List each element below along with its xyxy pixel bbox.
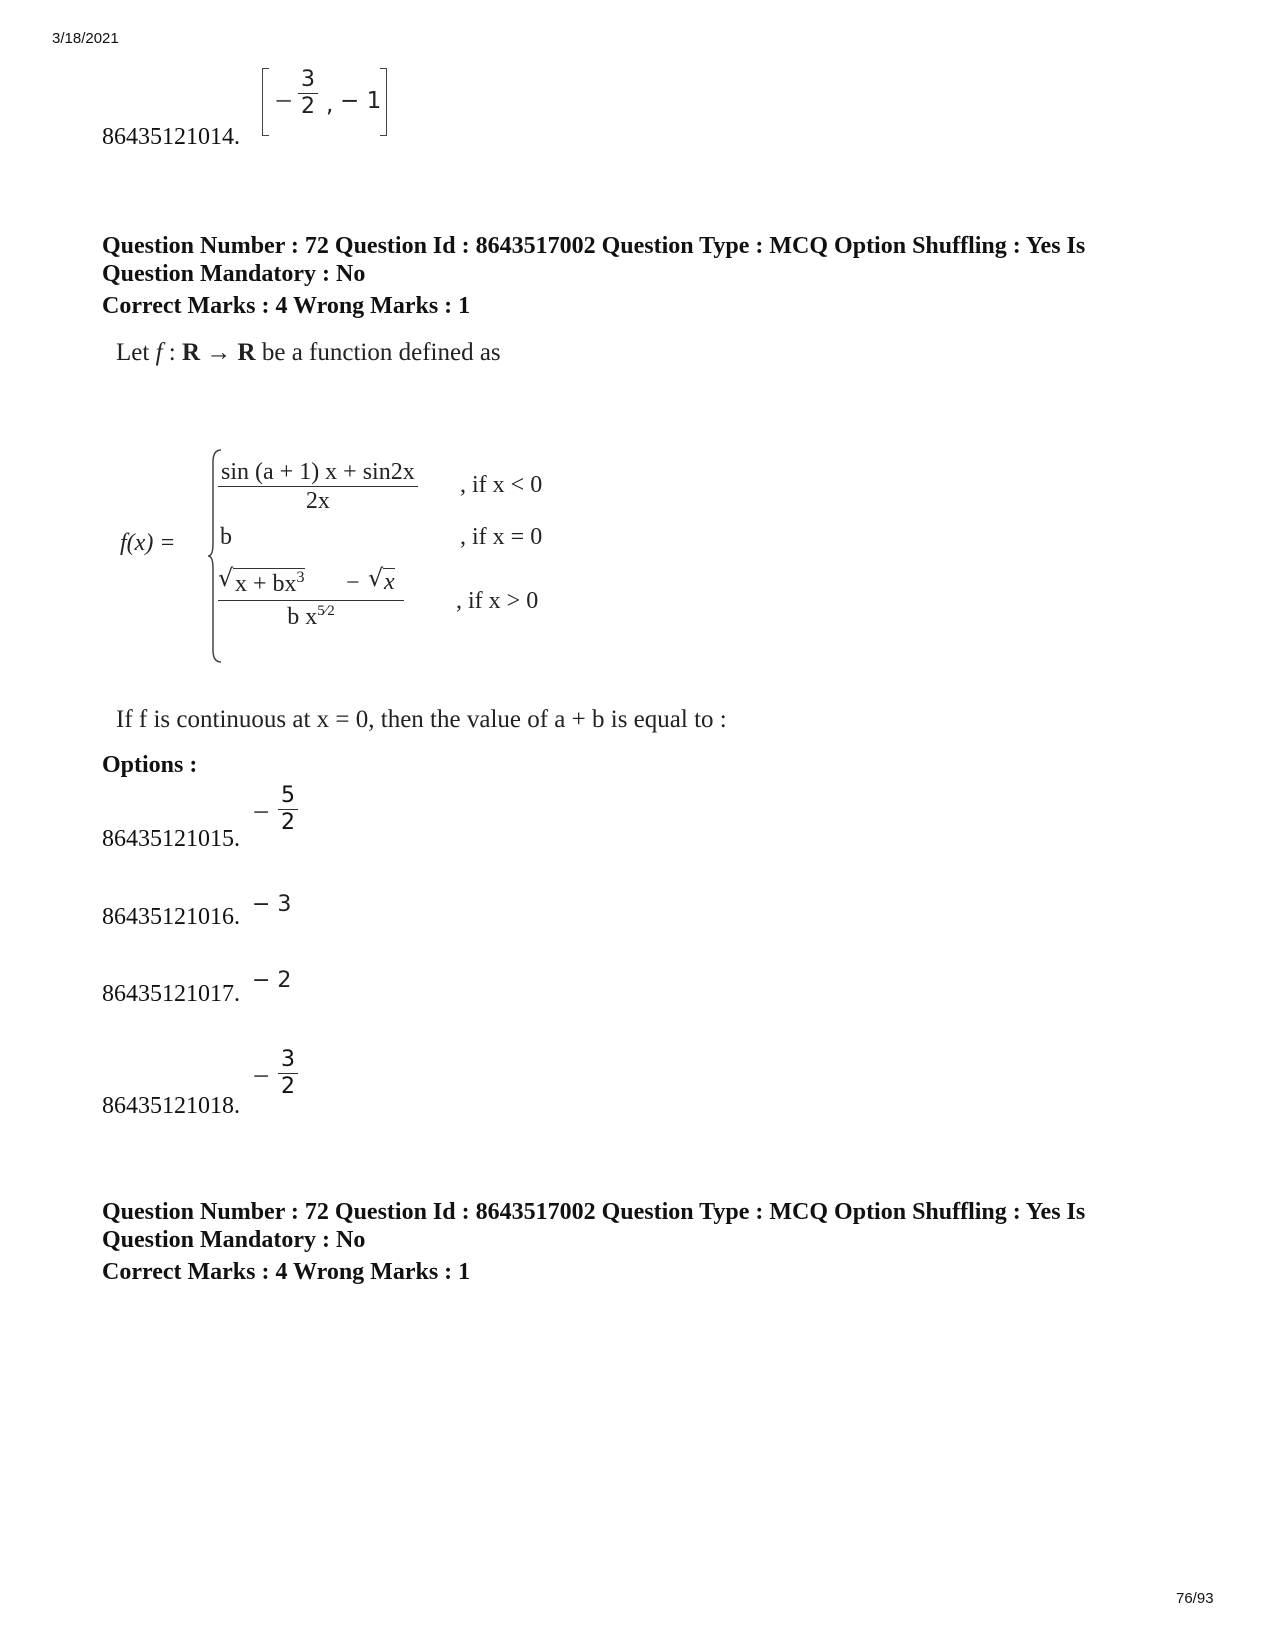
case3-denominator-exponent: 5⁄2 (317, 603, 335, 619)
radicand-1-text: x + bx (235, 571, 297, 597)
option-fraction (278, 784, 298, 835)
case1-numerator: sin (a + 1) x + sin2x (218, 459, 418, 487)
intro-rest: be a function defined as (261, 339, 501, 366)
option-numerator: 5 (278, 784, 298, 810)
radicand-2-text: x (384, 569, 395, 595)
radicand-1 (233, 568, 305, 598)
comma: , (326, 92, 334, 118)
fraction (298, 68, 318, 119)
print-date: 3/18/2021 (52, 30, 119, 47)
case3-condition: , if x > 0 (456, 588, 539, 614)
option-id: 86435121017. (102, 981, 240, 1007)
radicand-2 (383, 568, 395, 596)
fx-label: f(x) = (120, 530, 176, 556)
right-square-bracket (380, 68, 387, 136)
option-fraction (278, 1048, 298, 1099)
option-value: − 2 (252, 968, 292, 993)
intro-R-domain: R (181, 339, 201, 366)
case1-fraction (218, 459, 418, 515)
question-marks: Correct Marks : 4 Wrong Marks : 1 (102, 1259, 471, 1285)
function-label (120, 530, 176, 557)
radicand-1-exponent: 3 (296, 569, 305, 586)
case3-denominator-base: b x (287, 604, 318, 630)
option-numerator: 3 (278, 1048, 298, 1074)
intro-colon: : (168, 339, 176, 366)
intro-R-codomain: R (237, 339, 256, 366)
case1-denominator: 2x (305, 488, 330, 515)
question-intro (116, 339, 501, 367)
numerator: 3 (298, 68, 318, 94)
case3-fraction (218, 564, 404, 631)
question-meta-line2: Question Mandatory : No (102, 261, 366, 287)
option-interval-math (262, 68, 392, 136)
case3-numerator (218, 564, 404, 601)
option-id: 86435121016. (102, 904, 240, 930)
minus-sign: − (274, 88, 294, 114)
question-meta-line1: Question Number : 72 Question Id : 8643517002 Question Type : MCQ Option Shuffling : Yes Is (102, 233, 1086, 259)
option-sign: − (252, 800, 271, 825)
intro-let: Let (116, 339, 150, 366)
case2-condition: , if x = 0 (460, 524, 543, 550)
option-denominator: 2 (281, 810, 295, 836)
option-id: 86435121014. (102, 124, 240, 150)
option-value: − 3 (252, 892, 292, 917)
question-meta (102, 1198, 1182, 1286)
question-meta-line1: Question Number : 72 Question Id : 8643517002 Question Type : MCQ Option Shuffling : Yes Is (102, 1199, 1086, 1225)
arrow-icon: → (206, 339, 232, 366)
question-continuity: If f is continuous at x = 0, then the value of a + b is equal to : (116, 706, 727, 733)
question-meta (102, 232, 1182, 320)
option-sign: − (252, 1064, 271, 1089)
radical-icon: √ (218, 564, 234, 592)
question-marks: Correct Marks : 4 Wrong Marks : 1 (102, 293, 471, 319)
option-id: 86435121018. (102, 1093, 240, 1119)
case3-denominator (218, 601, 404, 631)
denominator: 2 (301, 94, 315, 120)
case3-minus: − (346, 570, 360, 596)
left-square-bracket (262, 68, 269, 136)
option-denominator: 2 (281, 1074, 295, 1100)
option-id: 86435121015. (102, 826, 240, 852)
case2-value: b (220, 524, 232, 550)
interval-upper: − 1 (340, 88, 382, 114)
question-meta-line2: Question Mandatory : No (102, 1227, 366, 1253)
intro-f: f (155, 339, 163, 366)
options-label: Options : (102, 752, 198, 778)
radical-icon-2: √ (368, 564, 384, 592)
case1-condition: , if x < 0 (460, 472, 543, 498)
page-number: 76/93 (1176, 1590, 1214, 1607)
